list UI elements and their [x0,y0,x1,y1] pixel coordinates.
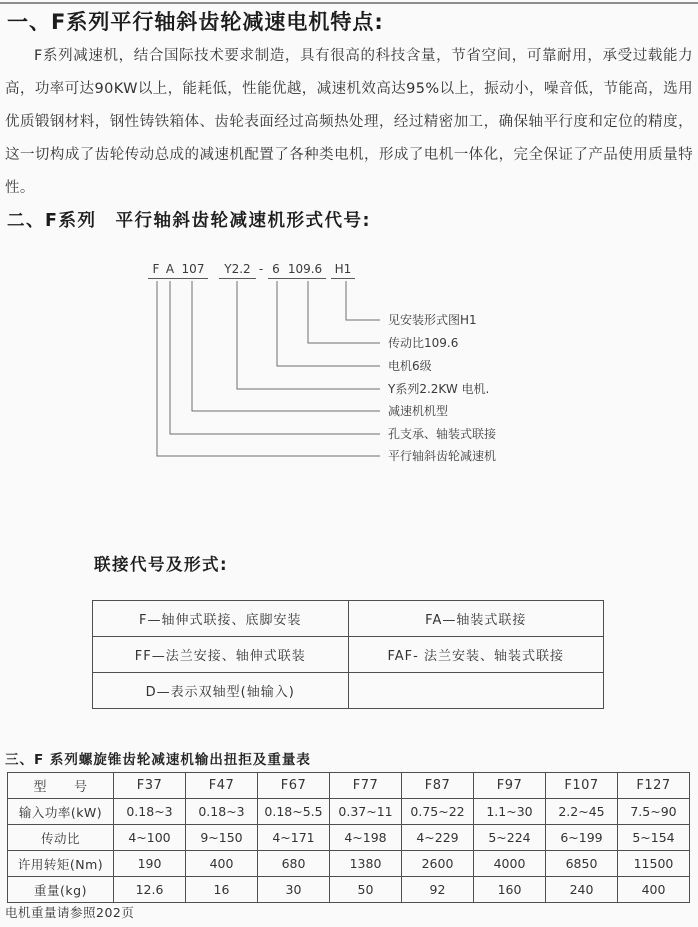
conn-cell-f: F—轴伸式联接、底脚安装 [93,601,349,637]
cell: 0.18~5.5 [258,799,330,825]
cell: 92 [402,877,474,903]
cell: 400 [618,877,690,903]
header-model: 型 号 [8,773,114,799]
model-code-diagram [0,255,698,470]
cell: 4000 [474,851,546,877]
code-token-mounting: H1 [331,261,355,279]
code-token-connection: A [162,261,178,279]
callout-label-connection: 孔支承、轴装式联接 [388,427,497,441]
code-token-frame: 107 [178,261,208,279]
cell: 16 [186,877,258,903]
conn-cell-d: D—表示双轴型(轴输入) [93,673,349,709]
cell: 50 [330,877,402,903]
cell: 30 [258,877,330,903]
header-f67: F67 [258,773,330,799]
table-row [93,637,604,673]
connection-code-table [92,600,604,709]
header-f97: F97 [474,773,546,799]
cell: 4~229 [402,825,474,851]
header-f107: F107 [546,773,618,799]
cell: 680 [258,851,330,877]
header-f77: F77 [330,773,402,799]
footer-note: 电机重量请参照202页 [5,905,135,920]
cell: 240 [546,877,618,903]
row-label: 输入功率(kW) [8,799,114,825]
cell: 160 [474,877,546,903]
callout-label-series: 平行轴斜齿轮减速机 [388,449,497,463]
conn-cell-fa: FA—轴装式联接 [348,601,604,637]
cell: 0.37~11 [330,799,402,825]
header-f127: F127 [618,773,690,799]
callout-label-frame: 减速机机型 [388,404,449,418]
section4-heading: 三、F 系列螺旋锥齿轮减速机输出扭拒及重量表 [5,752,311,768]
table-header-row [8,773,690,799]
row-label: 重量(kg) [8,877,114,903]
code-token-motor: Y2.2 [219,261,256,279]
table-row [93,673,604,709]
callout-label-poles: 电机6级 [388,359,432,373]
cell: 2600 [402,851,474,877]
section1-heading: 一、F系列平行轴斜齿轮减速电机特点: [7,10,384,34]
table-row-ratio [8,825,690,851]
row-label: 传动比 [8,825,114,851]
header-f87: F87 [402,773,474,799]
code-token-series: F [148,261,164,279]
cell: 400 [186,851,258,877]
table-row-torque [8,851,690,877]
section1-paragraph: F系列减速机，结合国际技术要求制造，具有很高的科技含量，节省空间，可靠耐用，承受过载能力高，功率可达90KW以上，能耗低，性能优越，减速机效高达95%以上，振动小，噪音低，节能高，选用优质锻钢材料，钢性铸铁箱体、齿轮表面经过高频热处理，经过精密加工，确保轴平行度和定位的精度，这一切构成了齿轮传动总成的减速机配置了各种类电机，形成了电机一体化，完全保证了产品使用质量特性。 [5,48,693,196]
callout-label-motor: Y系列2.2KW 电机. [388,382,490,396]
cell: 11500 [618,851,690,877]
cell: 6850 [546,851,618,877]
code-token-poles: 6 [268,261,284,279]
conn-cell-ff: FF—法兰安接、轴伸式联装 [93,637,349,673]
cell: 5~224 [474,825,546,851]
cell: 0.18~3 [114,799,186,825]
callout-label-mounting: 见安装形式图H1 [388,313,477,327]
cell: 1380 [330,851,402,877]
header-f47: F47 [186,773,258,799]
cell: 5~154 [618,825,690,851]
cell: 4~100 [114,825,186,851]
cell: 0.18~3 [186,799,258,825]
header-f37: F37 [114,773,186,799]
section3-heading: 联接代号及形式: [94,555,229,574]
table-row [93,601,604,637]
section2-heading: 二、F系列 平行轴斜齿轮减速机形式代号: [7,211,371,231]
callout-label-ratio: 传动比109.6 [388,336,459,350]
torque-weight-table [7,772,690,903]
cell: 0.75~22 [402,799,474,825]
row-label: 许用转矩(Nm) [8,851,114,877]
table-row-weight [8,877,690,903]
cell: 190 [114,851,186,877]
conn-cell-empty [348,673,604,709]
code-token-ratio: 109.6 [284,261,326,279]
cell: 7.5~90 [618,799,690,825]
cell: 2.2~45 [546,799,618,825]
conn-cell-faf: FAF- 法兰安装、轴装式联接 [348,637,604,673]
callout-lines [0,255,698,470]
cell: 9~150 [186,825,258,851]
code-token-dash: - [258,262,264,276]
cell: 4~198 [330,825,402,851]
table-row-input-power [8,799,690,825]
cell: 12.6 [114,877,186,903]
cell: 4~171 [258,825,330,851]
top-rule-divider [0,2,698,4]
cell: 1.1~30 [474,799,546,825]
cell: 6~199 [546,825,618,851]
